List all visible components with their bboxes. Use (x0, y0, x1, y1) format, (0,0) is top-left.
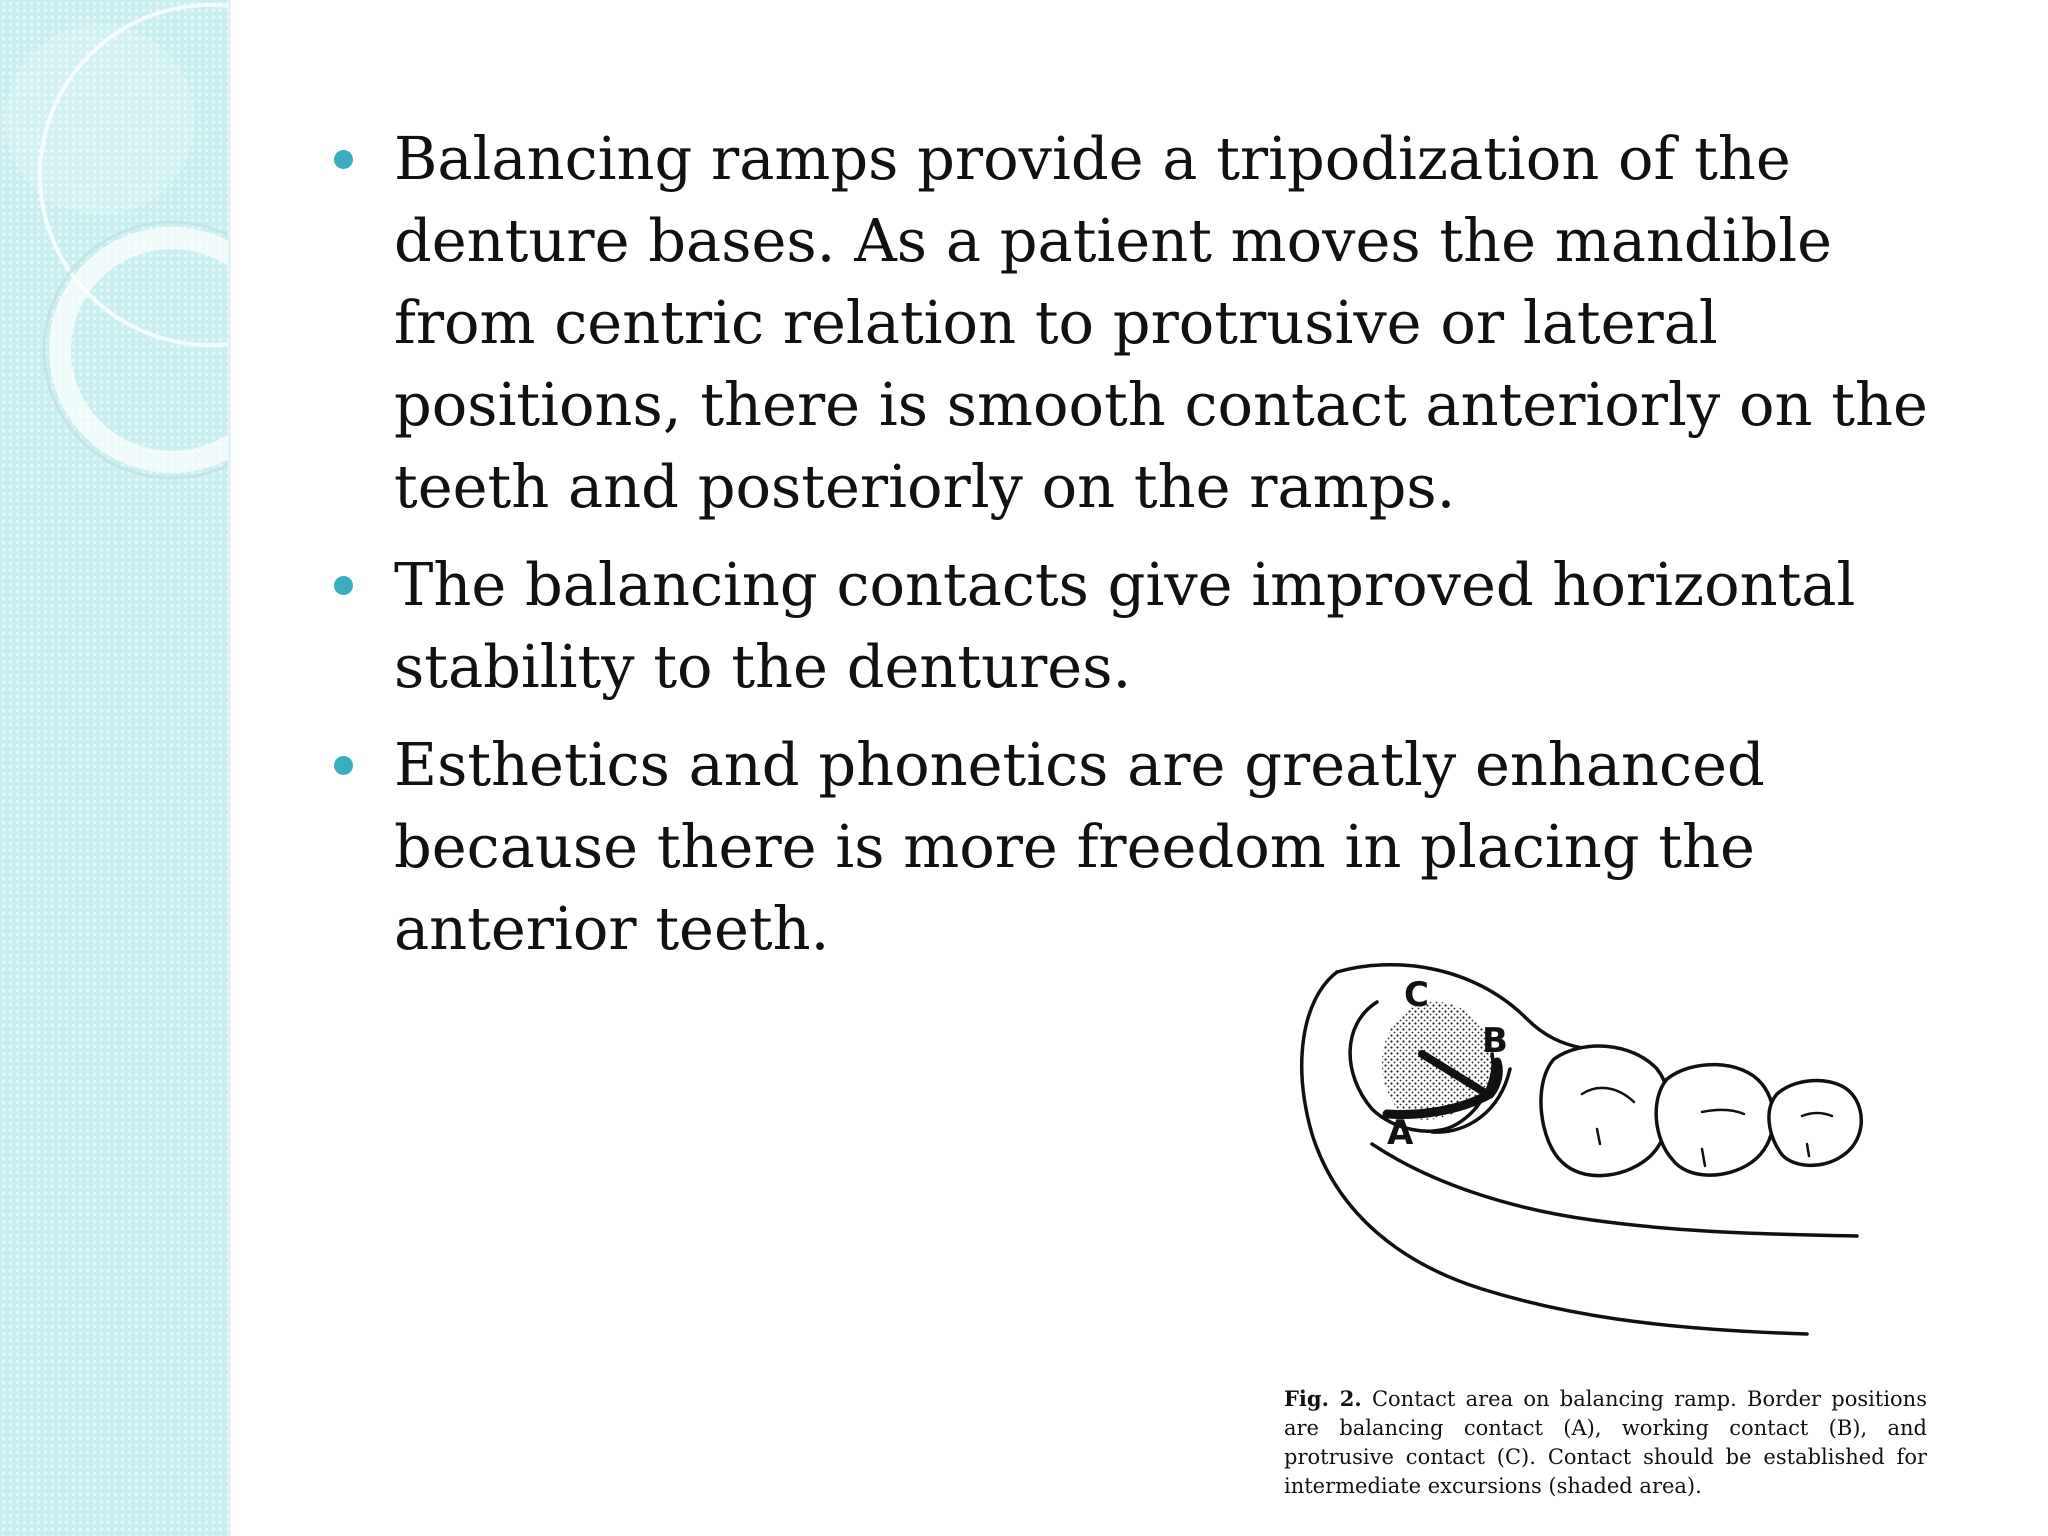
bullet-item (330, 724, 1980, 970)
label-b: B (1482, 1021, 1508, 1061)
label-a: A (1387, 1113, 1414, 1153)
bullet-list (330, 118, 1980, 970)
slide-content (330, 118, 1980, 986)
bullet-dot-icon (334, 756, 353, 775)
bullet-text: Esthetics and phonetics are greatly enhanced because there is more freedom in placing the anterior teeth. (394, 730, 1765, 963)
label-c: C (1404, 975, 1429, 1015)
bullet-text: Balancing ramps provide a tripodization of the denture bases. As a patient moves the mandible from centric relation to protrusive or lateral positions, there is smooth contact anteriorly on the teeth and posteriorly on the ramps. (394, 124, 1928, 521)
bullet-item (330, 118, 1980, 528)
caption-text: Contact area on balancing ramp. Border positions are balancing contact (A), working contact (B), and protrusive contact (C). Contact should be established for intermediate excursions (shaded area). (1284, 1387, 1927, 1498)
bullet-item (330, 544, 1980, 708)
figure-caption (1284, 1384, 1927, 1501)
bullet-dot-icon (334, 150, 353, 169)
decorative-sidebar (0, 0, 231, 1536)
denture-ramp-drawing-icon (1282, 944, 1942, 1384)
ring-decoration-icon (0, 0, 228, 1536)
caption-label: Fig. 2. (1284, 1386, 1362, 1411)
bullet-text: The balancing contacts give improved horizontal stability to the dentures. (394, 550, 1856, 701)
bullet-dot-icon (334, 576, 353, 595)
